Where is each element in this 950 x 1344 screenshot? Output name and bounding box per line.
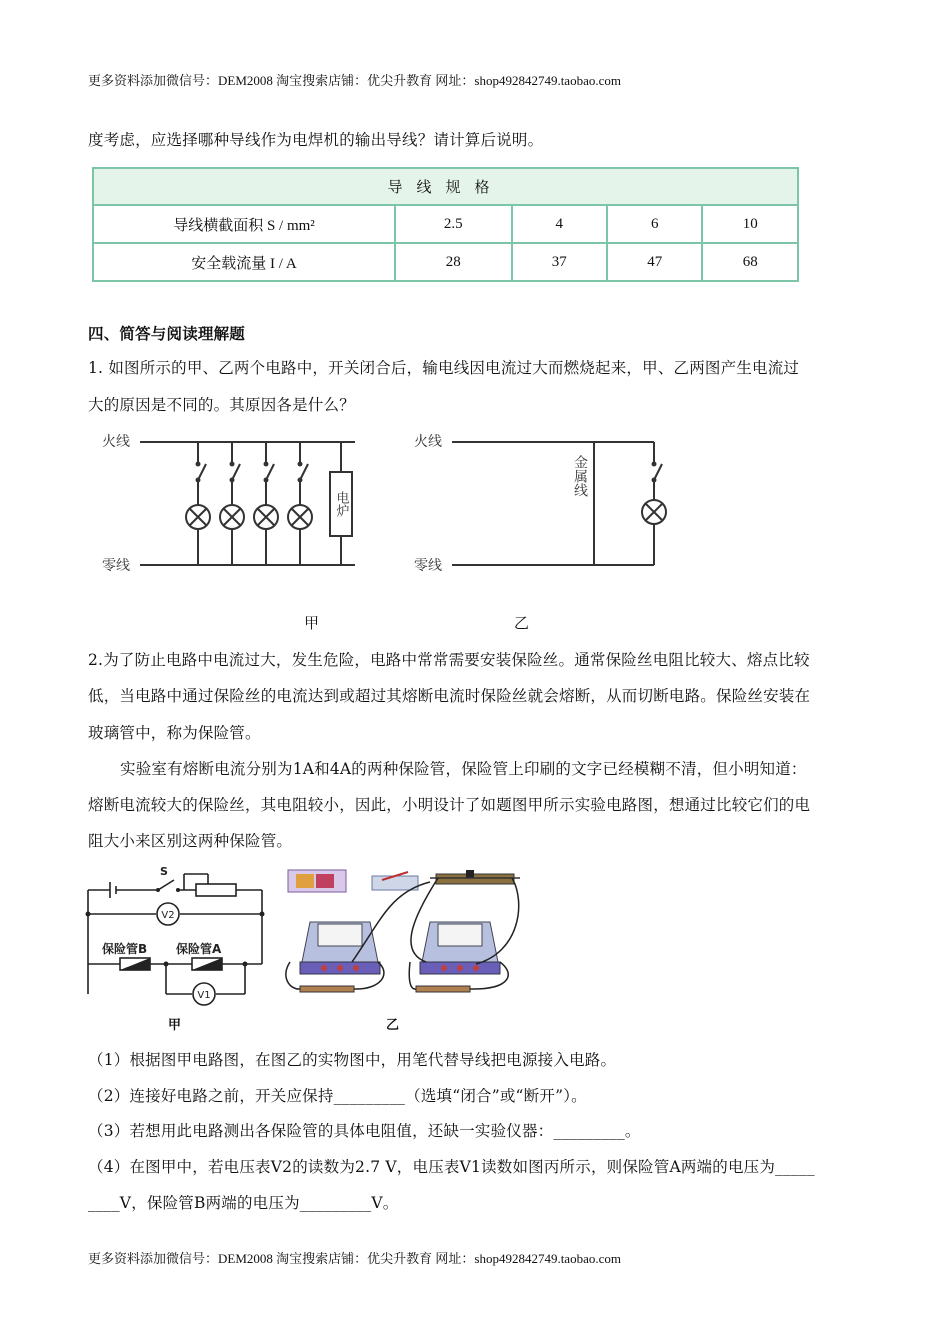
table-cell: 68 [702,243,798,281]
q2-p2-line2: 熔断电流较大的保险丝，其电阻较小，因此，小明设计了如题图甲所示实验电路图，想通过比较它们的电 [88,796,811,814]
circuit-diagram-left [100,428,370,578]
page-footer: 更多资料添加微信号：DEM2008 淘宝搜索店铺：优尖升教育 网址：shop492842749.taobao.com [88,1251,621,1266]
fuse-b-label: 保险管B [102,942,148,956]
table-title: 导线规格 [93,168,798,205]
q2-sub4-line1: （4）在图甲中，若电压表V2的读数为2.7 V，电压表V1读数如图丙所示，则保险管A两端的电压为_____ [88,1158,815,1176]
table-title-row [93,168,798,205]
fuse-a-label: 保险管A [176,942,222,956]
switch-label: S [160,865,168,878]
row-label-current: 安全载流量 I / A [93,243,395,281]
fuse-circuit-diagram [80,862,270,1012]
table-cell: 2.5 [395,205,512,243]
intro-line: 度考虑，应选择哪种导线作为电焊机的输出导线？请计算后说明。 [88,131,544,149]
q2-p2-line3: 阻大小来区别这两种保险管。 [88,832,293,850]
voltmeter-right [420,922,500,974]
q2-p1-line3: 玻璃管中，称为保险管。 [88,724,261,742]
voltmeter-v1-label: V1 [197,990,211,1001]
voltmeter-left [300,922,380,974]
table-row [93,205,798,243]
circuit-diagram-right [412,428,672,578]
table-cell: 6 [607,205,702,243]
q2-p1-line2: 低，当电路中通过保险丝的电流达到或超过其熔断电流时保险丝就会熔断，从而切断电路。保险丝安装在 [88,687,811,705]
q2-p1-line1: 2.为了防止电路中电流过大，发生危险，电路中常常需要安装保险丝。通常保险丝电阻比较大、熔点比较 [88,651,810,669]
neutral-wire-label: 零线 [102,558,130,574]
fig-caption-right: 乙 [514,614,530,632]
table-row [93,243,798,281]
q2-sub1: （1）根据图甲电路图，在图乙的实物图中，用笔代替导线把电源接入电路。 [88,1051,617,1069]
voltmeter-v2-label: V2 [161,910,175,921]
q1-line1: 1. 如图所示的甲、乙两个电路中，开关闭合后，输电线因电流过大而燃烧起来，甲、乙两图产生电流过 [88,359,800,377]
table-cell: 37 [512,243,607,281]
q2-sub3: （3）若想用此电路测出各保险管的具体电阻值，还缺一实验仪器：_________。 [88,1122,641,1140]
table-cell: 4 [512,205,607,243]
page-header: 更多资料添加微信号：DEM2008 淘宝搜索店铺：优尖升教育 网址：shop492842749.taobao.com [88,73,621,88]
metal-wire-label: 金属线 [572,455,588,497]
apparatus-illustration [280,862,530,1007]
stove-label: 电炉 [333,491,349,517]
q2-sub2: （2）连接好电路之前，开关应保持_________（选填“闭合”或“断开”）。 [88,1087,587,1105]
apparatus-caption: 乙 [386,1018,400,1033]
q2-p2-line1: 实验室有熔断电流分别为1A和4A的两种保险管，保险管上印刷的文字已经模糊不清，但小明知道： [120,760,807,778]
table-cell: 47 [607,243,702,281]
table-cell: 28 [395,243,512,281]
wire-spec-table [92,167,799,282]
neutral-wire-label: 零线 [414,558,442,574]
lamp-branch [198,442,206,565]
q1-line2: 大的原因是不同的。其原因各是什么？ [88,396,355,414]
section-title: 四、简答与阅读理解题 [88,324,246,343]
fig-caption-left: 甲 [304,614,320,632]
table-cell: 10 [702,205,798,243]
live-wire-label: 火线 [102,434,130,450]
fuse-circuit-caption: 甲 [168,1018,182,1033]
live-wire-label: 火线 [414,434,442,450]
row-label-area: 导线横截面积 S / mm² [93,205,395,243]
q2-sub4-line2: ____V，保险管B两端的电压为_________V。 [88,1194,399,1212]
